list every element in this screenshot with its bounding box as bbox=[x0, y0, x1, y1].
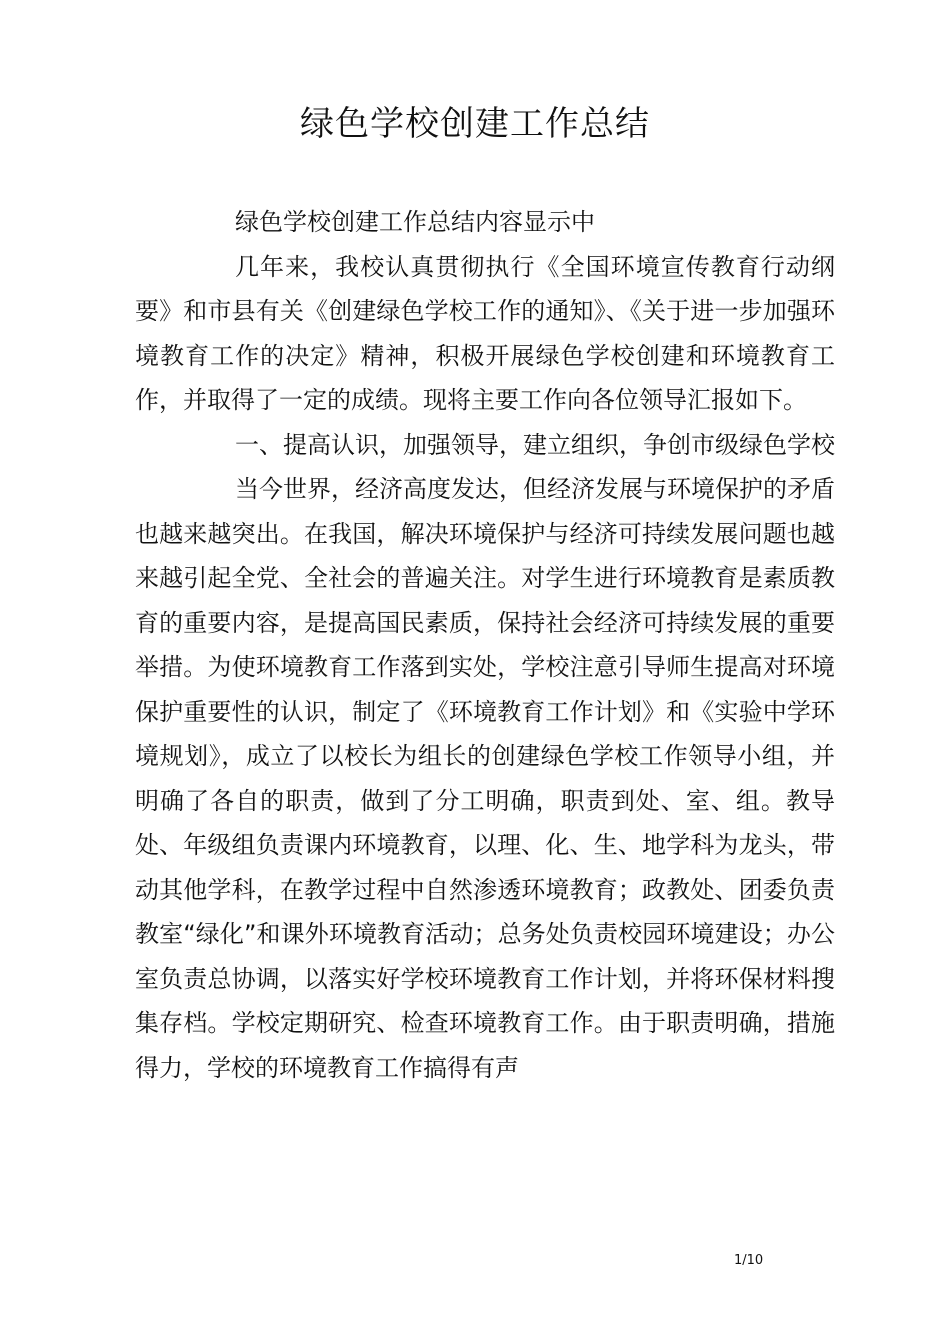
page-number: 1/10 bbox=[734, 1253, 764, 1268]
paragraph-section-1: 当今世界，经济高度发达，但经济发展与环境保护的矛盾也越来越突出。在我国，解决环境保护与经济可持续发展问题也越来越引起全党、全社会的普遍关注。对学生进行环境教育是素质教育的重要内容，是提高国民素质，保持社会经济可持续发展的重要举措。为使环境教育工作落到实处，学校注意引导师生提高对环境保护重要性的认识，制定了《环境教育工作计划》和《实验中学环境规划》，成立了以校长为组长的创建绿色学校工作领导小组，并明确了各自的职责，做到了分工明确，职责到处、室、组。教导处、年级组负责课内环境教育，以理、化、生、地学科为龙头，带动其他学科，在教学过程中自然渗透环境教育；政教处、团委负责教室“绿化”和课外环境教育活动；总务处负责校园环境建设；办公室负责总协调，以落实好学校环境教育工作计划，并将环保材料搜集存档。学校定期研究、检查环境教育工作。由于职责明确，措施得力，学校的环境教育工作搞得有声 bbox=[135, 475, 835, 1082]
document-title: 绿色学校创建工作总结 bbox=[300, 104, 650, 144]
section-heading-1: 一、提高认识，加强领导，建立组织，争创市级绿色学校 bbox=[235, 430, 835, 459]
paragraph-intro-line: 绿色学校创建工作总结内容显示中 bbox=[235, 208, 595, 236]
document-body bbox=[135, 200, 835, 1090]
paragraph-overview: 几年来，我校认真贯彻执行《全国环境宣传教育行动纲要》和市县有关《创建绿色学校工作的通知》、《关于进一步加强环境教育工作的决定》精神，积极开展绿色学校创建和环境教育工作，并取得了一定的成绩。现将主要工作向各位领导汇报如下。 bbox=[135, 252, 835, 414]
